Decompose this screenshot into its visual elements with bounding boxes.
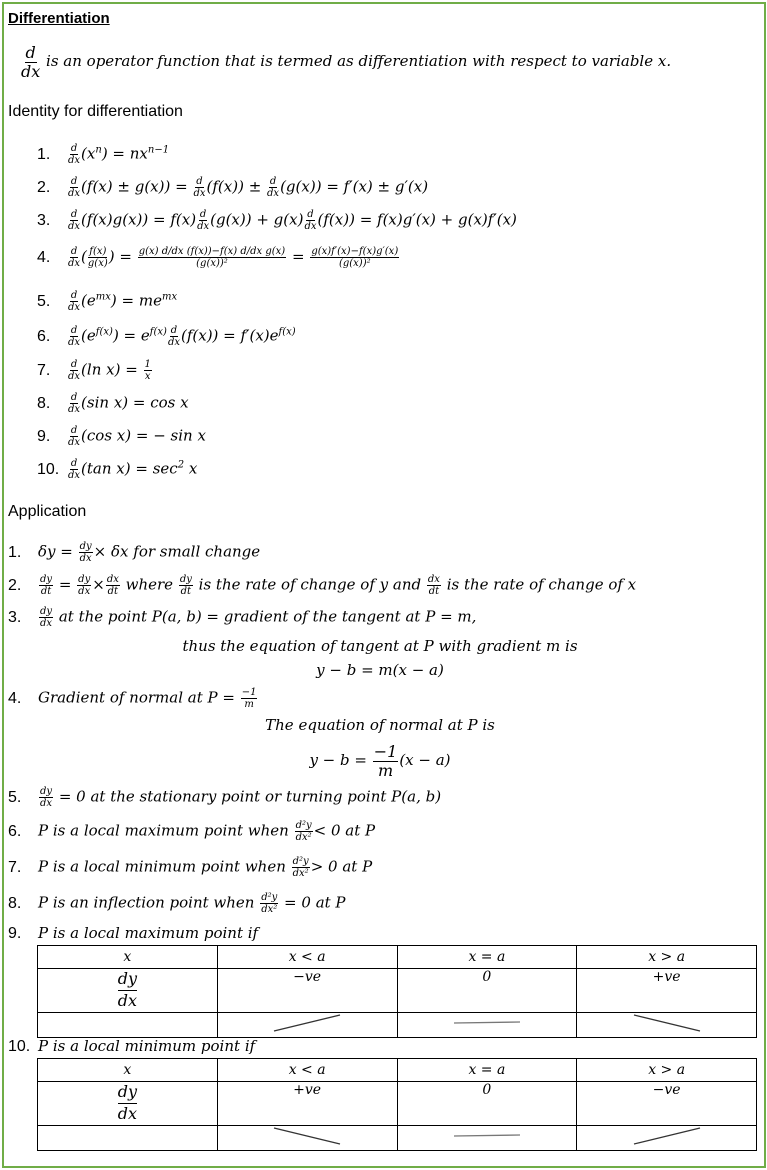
item-number: 4. — [37, 248, 51, 266]
slope-up-icon — [632, 1126, 702, 1146]
fraction-denominator: dx — [68, 155, 81, 166]
item-number: 10. — [37, 460, 60, 478]
fraction-denominator: dx — [68, 302, 81, 313]
identity-item — [37, 458, 197, 481]
math-text: (ln x) = — [81, 360, 143, 379]
sign-cell: 0 — [397, 1082, 577, 1126]
math-text: is an operator function that is termed as differentiation with respect to variable x. — [41, 52, 672, 71]
math-text: (g(x)) = f′(x) ± g′(x) — [280, 177, 429, 196]
math-text: (g(x)) + g(x) — [210, 210, 304, 229]
fraction-denominator: dx — [68, 437, 81, 448]
math-text: (tan x) = sec — [81, 459, 178, 478]
math-text: = 0 at the stationary point or turning point P(a, b) — [54, 787, 442, 806]
slope-row — [38, 1125, 757, 1150]
identity-item — [37, 209, 517, 232]
math-text: P is a local maximum point if — [38, 924, 259, 942]
fraction-denominator: (g(x))² — [196, 258, 228, 269]
derivative-fraction — [118, 1082, 137, 1125]
fraction — [427, 574, 441, 597]
table-row-label — [38, 969, 218, 1013]
fraction-denominator: dx — [78, 586, 91, 597]
application-item — [0, 637, 760, 655]
math-text: < 0 at P — [313, 821, 376, 840]
slope-cell — [217, 1012, 397, 1037]
math-text: × — [92, 575, 105, 594]
fraction-denominator: dx — [117, 990, 137, 1010]
item-number: 8. — [8, 894, 22, 912]
fraction-numerator: f(x) — [89, 246, 107, 257]
slope-cell — [217, 1125, 397, 1150]
table-header-cell: x > a — [577, 946, 757, 969]
fraction-numerator: d — [196, 176, 203, 187]
math-text: ) = nx — [101, 144, 148, 163]
superscript: n — [95, 144, 102, 156]
sign-cell: −ve — [577, 1082, 757, 1126]
fraction-denominator: dx — [68, 404, 81, 415]
fraction — [88, 246, 108, 269]
fraction-numerator: d²y — [261, 892, 278, 903]
sign-cell: +ve — [217, 1082, 397, 1126]
fraction — [68, 209, 80, 232]
fraction-numerator: d — [25, 43, 36, 62]
fraction-denominator: dx — [193, 188, 206, 199]
item-number: 1. — [8, 543, 22, 561]
fraction — [21, 44, 40, 80]
intro-text — [20, 44, 671, 80]
fraction-numerator: −1 — [373, 742, 398, 761]
slope-flat-icon — [452, 1126, 522, 1146]
math-text: = — [287, 247, 310, 266]
fraction — [68, 143, 80, 166]
application-item — [8, 541, 260, 564]
fraction-denominator: x — [144, 371, 151, 382]
fraction-numerator: d — [70, 143, 78, 154]
fraction-numerator: g(x) d/dx (f(x))−f(x) d/dx g(x) — [138, 246, 286, 257]
application-item — [8, 892, 346, 915]
math-text: (f(x)) ± — [206, 177, 267, 196]
identity-item — [37, 359, 153, 382]
table-header-cell: x = a — [397, 1059, 577, 1082]
item-number: 8. — [37, 394, 51, 412]
maximum-sign-table — [37, 945, 757, 1038]
fraction-numerator: dy — [118, 1082, 137, 1104]
fraction — [77, 574, 91, 597]
table-header-cell: x > a — [577, 1059, 757, 1082]
fraction-numerator: dy — [40, 574, 53, 585]
fraction-numerator: g(x)f′(x)−f(x)g′(x) — [311, 246, 399, 257]
fraction — [295, 820, 313, 843]
fraction-denominator: dx — [68, 258, 81, 269]
table-header-cell: x < a — [217, 1059, 397, 1082]
math-text: x — [184, 459, 198, 478]
math-text: ( — [81, 247, 87, 266]
math-text: P is a local minimum point if — [38, 1037, 256, 1055]
fraction-numerator: d — [307, 209, 314, 220]
math-text: is the rate of change of y and — [193, 575, 426, 594]
fraction-denominator: dx — [40, 798, 53, 809]
fraction-numerator: dy — [40, 606, 53, 617]
fraction — [68, 246, 80, 269]
fraction-denominator: dt — [40, 586, 52, 597]
table-header-cell: x — [38, 946, 218, 969]
fraction — [373, 743, 399, 779]
fraction-numerator: d — [70, 290, 78, 301]
fraction-numerator: d — [70, 325, 78, 336]
fraction — [68, 458, 80, 481]
application-item — [8, 820, 375, 843]
fraction-numerator: d — [70, 359, 78, 370]
slope-cell — [577, 1125, 757, 1150]
table-header-cell: x = a — [397, 946, 577, 969]
math-text: δy = — [38, 542, 78, 561]
math-text: × δx for small change — [93, 542, 261, 561]
fraction-numerator: d²y — [292, 856, 309, 867]
identity-item — [37, 143, 169, 166]
slope-down-icon — [272, 1126, 342, 1146]
fraction-numerator: d — [70, 392, 78, 403]
fraction-numerator: dy — [118, 969, 137, 991]
fraction-numerator: d — [70, 209, 78, 220]
fraction-numerator: d — [70, 246, 78, 257]
fraction-denominator: dx — [40, 618, 53, 629]
identity-item — [37, 246, 400, 269]
fraction-numerator: d — [70, 458, 78, 469]
math-text: (x — [81, 144, 96, 163]
fraction — [267, 176, 279, 199]
superscript: f(x) — [95, 326, 113, 338]
fraction-denominator: m — [377, 760, 394, 780]
application-item — [8, 574, 636, 597]
superscript: mx — [95, 291, 111, 303]
math-text: ) = e — [112, 326, 150, 345]
math-text: at the point P(a, b) = gradient of the tangent at P = m, — [54, 607, 477, 626]
table-header-row — [38, 946, 757, 969]
application-item — [8, 924, 258, 943]
superscript: mx — [161, 291, 178, 303]
item-number: 7. — [8, 858, 22, 876]
math-text: (f(x)g(x)) = f(x) — [81, 210, 197, 229]
item-number: 3. — [8, 608, 22, 626]
math-text: (f(x)) = f(x)g′(x) + g(x)f′(x) — [317, 210, 517, 229]
fraction — [68, 425, 80, 448]
fraction-numerator: d — [70, 176, 78, 187]
identity-item — [37, 290, 177, 313]
table-header-cell: x < a — [217, 946, 397, 969]
fraction — [68, 290, 80, 313]
application-item — [0, 716, 760, 734]
math-text: y − b = m(x − a) — [316, 661, 444, 679]
item-number: 5. — [37, 292, 51, 310]
fraction-numerator: d²y — [295, 820, 312, 831]
slope-up-icon — [272, 1013, 342, 1033]
fraction-numerator: d — [170, 325, 178, 336]
item-number: 5. — [8, 788, 22, 806]
fraction-numerator: dx — [106, 574, 119, 585]
item-number: 4. — [8, 689, 22, 707]
empty-cell — [38, 1125, 218, 1150]
fraction-denominator: dx² — [261, 904, 278, 915]
fraction — [138, 246, 287, 269]
fraction-denominator: (g(x))² — [338, 258, 371, 269]
table-row-label — [38, 1082, 218, 1126]
math-text: The equation of normal at P is — [265, 716, 495, 734]
fraction — [79, 541, 93, 564]
slope-cell — [577, 1012, 757, 1037]
fraction — [39, 574, 53, 597]
fraction-numerator: dy — [79, 541, 92, 552]
fraction-denominator: dx — [117, 1103, 137, 1123]
fraction — [106, 574, 120, 597]
fraction-numerator: dy — [78, 574, 91, 585]
fraction-numerator: −1 — [241, 687, 257, 698]
math-text: P is an inflection point when — [38, 893, 260, 912]
math-text: = 0 at P — [279, 893, 346, 912]
fraction-numerator: d — [269, 176, 277, 187]
math-text: ) = — [108, 247, 137, 266]
application-item — [8, 786, 441, 809]
identity-item — [37, 176, 428, 199]
application-item — [0, 661, 760, 679]
sign-cell: 0 — [397, 969, 577, 1013]
fraction — [179, 574, 193, 597]
math-text: is the rate of change of x — [441, 575, 637, 594]
fraction-numerator: dy — [40, 786, 53, 797]
fraction-denominator: dt — [180, 586, 192, 597]
math-text: (e — [81, 291, 96, 310]
identity-item — [37, 325, 296, 348]
superscript: f(x) — [278, 326, 296, 338]
math-text: (x − a) — [399, 751, 451, 770]
application-item — [0, 743, 760, 779]
math-text: y − b = — [309, 751, 372, 770]
math-text: P is a local minimum point when — [38, 857, 291, 876]
math-text: (f(x) ± g(x)) = — [81, 177, 193, 196]
application-item — [8, 1037, 255, 1056]
identity-item — [37, 425, 206, 448]
fraction-denominator: dx — [79, 553, 92, 564]
fraction-denominator: m — [244, 699, 254, 710]
item-number: 7. — [37, 361, 51, 379]
fraction-denominator: dx — [68, 221, 81, 232]
fraction — [310, 246, 399, 269]
item-number: 9. — [8, 925, 22, 942]
math-text: (sin x) = cos x — [81, 393, 189, 412]
fraction-denominator: dx — [304, 221, 317, 232]
sign-cell: −ve — [217, 969, 397, 1013]
fraction-denominator: dx — [167, 337, 180, 348]
math-text: ) = me — [110, 291, 162, 310]
sign-cell: +ve — [577, 969, 757, 1013]
derivative-sign-row — [38, 1082, 757, 1126]
fraction — [304, 209, 316, 232]
empty-cell — [38, 1012, 218, 1037]
math-text: thus the equation of tangent at P with gradient m is — [182, 637, 578, 655]
fraction — [241, 687, 258, 710]
fraction — [39, 786, 53, 809]
item-number: 2. — [37, 178, 51, 196]
identity-item — [37, 392, 189, 415]
page-title: Differentiation — [8, 10, 110, 27]
fraction-denominator: dx² — [295, 832, 312, 843]
superscript: f(x) — [149, 326, 167, 338]
item-number: 3. — [37, 211, 51, 229]
slope-cell — [397, 1125, 577, 1150]
application-item — [8, 687, 258, 710]
fraction-denominator: dx — [68, 470, 81, 481]
fraction — [68, 392, 80, 415]
minimum-sign-table — [37, 1058, 757, 1151]
fraction-numerator: d — [199, 209, 207, 220]
fraction-numerator: d — [70, 425, 78, 436]
fraction — [193, 176, 205, 199]
fraction — [68, 359, 80, 382]
fraction-denominator: dt — [428, 586, 440, 597]
math-text: (f(x)) = f′(x)e — [180, 326, 279, 345]
fraction-denominator: dx² — [292, 868, 309, 879]
superscript: n−1 — [147, 144, 170, 156]
fraction — [68, 325, 80, 348]
fraction — [260, 892, 278, 915]
item-number: 9. — [37, 427, 51, 445]
fraction-denominator: dx — [68, 371, 81, 382]
fraction — [168, 325, 180, 348]
fraction-denominator: dx — [197, 221, 210, 232]
table-header-cell: x — [38, 1059, 218, 1082]
application-item — [8, 606, 476, 629]
item-number: 2. — [8, 576, 22, 594]
math-text: (e — [81, 326, 96, 345]
item-number: 6. — [8, 822, 22, 840]
slope-cell — [397, 1012, 577, 1037]
fraction-denominator: g(x) — [87, 258, 108, 269]
superscript: 2 — [177, 459, 185, 471]
slope-down-icon — [632, 1013, 702, 1033]
fraction — [68, 176, 80, 199]
item-number: 1. — [37, 145, 51, 163]
fraction — [144, 359, 152, 382]
slope-row — [38, 1012, 757, 1037]
application-item — [8, 856, 372, 879]
fraction — [39, 606, 53, 629]
math-text: Gradient of normal at P = — [38, 688, 240, 707]
fraction-numerator: 1 — [144, 359, 151, 370]
table-header-row — [38, 1059, 757, 1082]
item-number: 6. — [37, 327, 51, 345]
fraction-denominator: dx — [68, 188, 81, 199]
fraction-numerator: dx — [427, 574, 440, 585]
math-text: P is a local maximum point when — [38, 821, 294, 840]
identity-heading: Identity for differentiation — [8, 103, 183, 120]
math-text: where — [120, 575, 178, 594]
fraction-denominator: dx — [68, 337, 81, 348]
fraction — [292, 856, 310, 879]
math-text: = — [54, 575, 77, 594]
application-heading: Application — [8, 503, 87, 520]
math-text: (cos x) = − sin x — [81, 426, 206, 445]
fraction-denominator: dx — [267, 188, 280, 199]
fraction-denominator: dx — [21, 61, 41, 81]
derivative-sign-row — [38, 969, 757, 1013]
slope-flat-icon — [452, 1013, 522, 1033]
derivative-fraction — [118, 969, 137, 1012]
math-text: > 0 at P — [310, 857, 373, 876]
fraction — [197, 209, 209, 232]
fraction-numerator: dy — [179, 574, 192, 585]
item-number: 10. — [8, 1038, 31, 1055]
fraction-denominator: dt — [107, 586, 119, 597]
